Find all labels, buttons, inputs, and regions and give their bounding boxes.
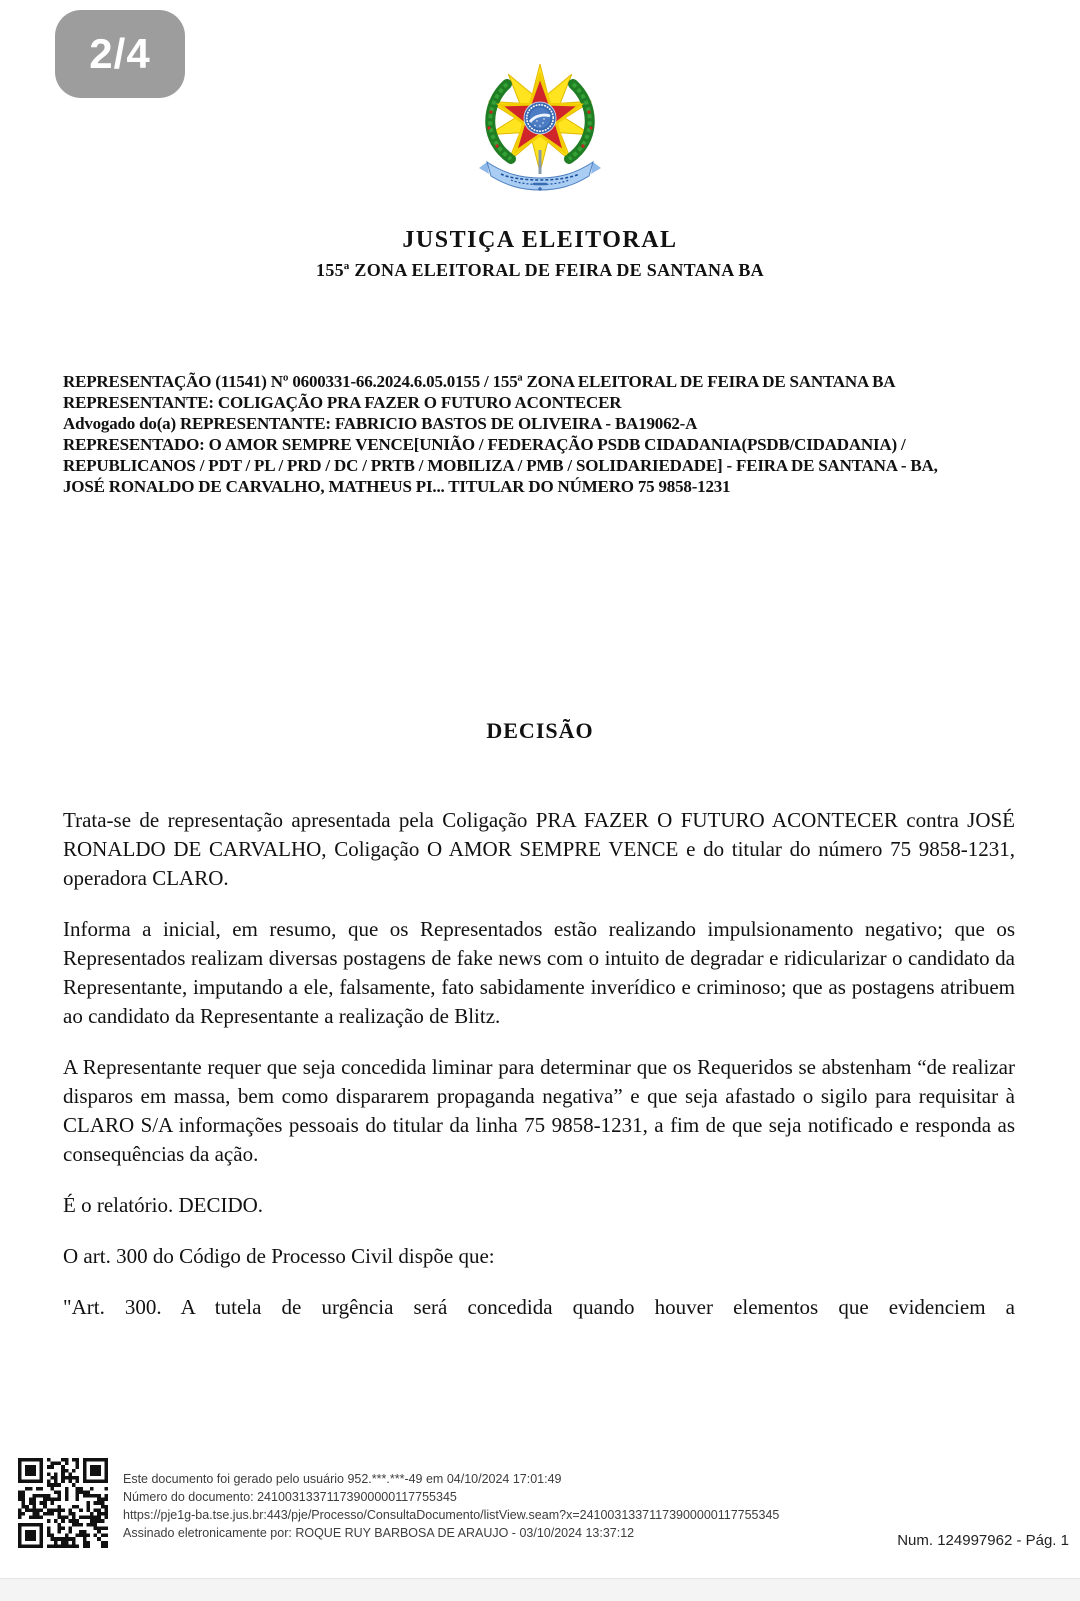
court-title: JUSTIÇA ELEITORAL: [402, 227, 678, 253]
decision-paragraph: "Art. 300. A tutela de urgência será concedida quando houver elementos que evidenciem a: [63, 1295, 1015, 1319]
case-info-line: REPUBLICANOS / PDT / PL / PRD / DC / PRTB / MOBILIZA / PMB / SOLIDARIEDADE] - FEIRA DE SANTANA - BA,: [63, 456, 938, 475]
case-info-line: Advogado do(a) REPRESENTANTE: FABRICIO BASTOS DE OLIVEIRA - BA19062-A: [63, 414, 698, 433]
court-subtitle: 155ª ZONA ELEITORAL DE FEIRA DE SANTANA BA: [316, 260, 764, 280]
page-counter-label: 2/4: [89, 30, 151, 77]
footer-line: Este documento foi gerado pelo usuário 952.***.***-49 em 04/10/2024 17:01:49: [123, 1472, 562, 1486]
decision-paragraph: É o relatório. DECIDO.: [63, 1193, 264, 1217]
case-info-line: REPRESENTAÇÃO (11541) Nº 0600331-66.2024.6.05.0155 / 155ª ZONA ELEITORAL DE FEIRA DE SANTANA BA: [63, 372, 896, 391]
brazil-coat-of-arms-icon: [477, 62, 603, 192]
page-counter-badge: [55, 10, 185, 98]
bottom-bar: [0, 1578, 1080, 1601]
case-info: [63, 371, 1020, 497]
case-info-line: JOSÉ RONALDO DE CARVALHO, MATHEUS PI... TITULAR DO NÚMERO 75 9858-1231: [63, 477, 731, 496]
page-reference: Num. 124997962 - Pág. 1: [897, 1532, 1069, 1549]
decision-paragraph: A Representante requer que seja concedida liminar para determinar que os Requeridos se abstenham “de realizar disparos em massa, bem como dispararem propaganda negativa” e que seja afastado o sigilo para requisitar à CLARO S/A informações pessoais do titular da linha 75 9858-1231, a fim de que seja notificado e responda as consequências da ação.: [63, 1055, 1015, 1166]
footer-line-url: https://pje1g-ba.tse.jus.br:443/pje/Processo/ConsultaDocumento/listView.seam?x=24100313371173900000117755345: [123, 1508, 780, 1522]
case-info-line: REPRESENTANTE: COLIGAÇÃO PRA FAZER O FUTURO ACONTECER: [63, 393, 622, 412]
decision-paragraph: Informa a inicial, em resumo, que os Representados estão realizando impulsionamento negativo; que os Representados realizam diversas postagens de fake news com o intuito de degradar e ridicularizar o candidato da Representante, imputando a ele, falsamente, fato sabidamente inverídico e criminoso; que as postagens atribuem ao candidato da Representante a realização de Blitz.: [63, 917, 1015, 1028]
qr-code: [18, 1458, 108, 1548]
case-info-line: REPRESENTADO: O AMOR SEMPRE VENCE[UNIÃO / FEDERAÇÃO PSDB CIDADANIA(PSDB/CIDADANIA) /: [63, 435, 906, 454]
decision-body: [63, 806, 1015, 1344]
document-footer: [123, 1470, 779, 1542]
decision-paragraph: O art. 300 do Código de Processo Civil dispõe que:: [63, 1244, 495, 1268]
footer-line: Número do documento: 24100313371173900000117755345: [123, 1490, 457, 1504]
decision-heading: DECISÃO: [486, 718, 594, 743]
footer-line: Assinado eletronicamente por: ROQUE RUY BARBOSA DE ARAUJO - 03/10/2024 13:37:12: [123, 1526, 635, 1540]
decision-paragraph: Trata-se de representação apresentada pela Coligação PRA FAZER O FUTURO ACONTECER contra JOSÉ RONALDO DE CARVALHO, Coligação O AMOR SEMPRE VENCE e do titular do número 75 9858-1231, operadora CLARO.: [63, 808, 1015, 890]
